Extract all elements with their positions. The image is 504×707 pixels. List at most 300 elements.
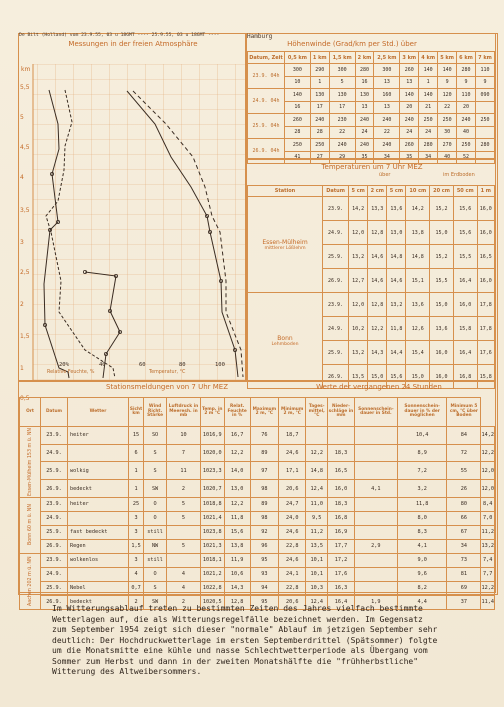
wind-direction-cell: 130 [329, 89, 355, 102]
soil-station-name: Bonn [277, 334, 293, 342]
wind-speed-cell: 21 [419, 101, 438, 114]
report-value-cell: 9,5 [306, 511, 328, 525]
report-value-cell: still [144, 553, 167, 567]
soil-value-cell: 26.9. [323, 269, 349, 293]
report-value-cell: 4,1 [354, 480, 397, 498]
report-value-cell: 14,0 [224, 462, 250, 480]
soil-value-cell: 16,0 [453, 293, 477, 317]
wind-speed-cell: 13 [400, 76, 419, 89]
station-note: De Bilt (Holland) vom 23.9.55, 03 u 18GMT ---- 25.9.55, 03 u 18GMT ---- [19, 33, 220, 38]
svg-text:20%: 20% [59, 362, 69, 368]
soil-col-header: 5 cm [349, 186, 368, 197]
soil-value-cell: 23.9. [323, 293, 349, 317]
soil-value-cell: 15,6 [387, 365, 406, 389]
km-tick-label: 2,5 [20, 269, 30, 276]
report-value-cell: O [144, 497, 167, 511]
wind-speed-cell: 17 [310, 101, 329, 114]
report-value-cell: 11,8 [224, 511, 250, 525]
report-value-cell: heiter [68, 497, 129, 511]
wind-direction-cell: 300 [285, 64, 311, 77]
report-value-cell: 24.9. [41, 567, 68, 581]
report-value-cell: 66 [447, 511, 481, 525]
report-value-cell: 8,0 [397, 511, 447, 525]
soil-title: Temperaturen um 7 Uhr MEZ [321, 163, 423, 171]
report-value-cell: 4,4 [397, 595, 447, 609]
wind-col-header: 5 km [438, 52, 457, 64]
wind-date-cell: 26.9. 04h [248, 139, 285, 164]
report-value-cell [354, 581, 397, 595]
soil-value-cell: 14,3 [368, 341, 387, 365]
report-value-cell: 89 [250, 497, 278, 511]
report-col-header: Sicht km [129, 398, 144, 427]
report-value-cell [354, 567, 397, 581]
report-value-cell: 1,9 [354, 595, 397, 609]
wind-col-header: 1 km [310, 52, 329, 64]
report-value-cell: 98 [250, 480, 278, 498]
wind-speed-cell: 22 [374, 126, 400, 139]
report-col-header: Wetter [68, 398, 129, 427]
report-value-cell: 1021,3 [200, 539, 224, 553]
km-tick-label: 0,5 [20, 395, 30, 402]
wind-direction-cell: 110 [475, 64, 494, 77]
report-value-cell: 81 [447, 567, 481, 581]
report-value-cell: 25.9. [41, 462, 68, 480]
report-place-label: Bonn 60 m ü. NN [27, 504, 33, 546]
report-value-cell: 3 [129, 511, 144, 525]
report-value-cell: 69 [447, 581, 481, 595]
report-value-cell: 7 [167, 444, 201, 462]
wind-direction-cell: 140 [419, 89, 438, 102]
winds-pane [246, 33, 496, 159]
wind-direction-cell: 130 [310, 89, 329, 102]
wind-direction-cell: 090 [475, 89, 494, 102]
soil-value-cell: 14,2 [349, 197, 368, 221]
report-value-cell: 7,7 [481, 567, 495, 581]
report-value-cell: 20,6 [279, 595, 306, 609]
soil-value-cell: 16,4 [453, 341, 477, 365]
report-value-cell: 1023,8 [200, 525, 224, 539]
wind-speed-cell: 10 [285, 76, 311, 89]
wind-direction-cell: 300 [374, 64, 400, 77]
report-value-cell: S [144, 444, 167, 462]
winds-title: Höhenwinde (Grad/km per Std.) über [287, 40, 417, 48]
wind-speed-cell: 5 [329, 76, 355, 89]
wind-speed-cell: 27 [310, 151, 329, 164]
km-tick-label: 5 [20, 114, 24, 121]
soil-value-cell: 16,0 [477, 197, 494, 221]
report-value-cell: fast bedeckt [68, 525, 129, 539]
soil-value-cell: 13,2 [349, 341, 368, 365]
wind-direction-cell: 280 [475, 139, 494, 152]
soil-station-cell [248, 197, 323, 293]
wind-speed-cell: 22 [438, 101, 457, 114]
report-value-cell: 5 [167, 539, 201, 553]
report-value-cell: S [144, 581, 167, 595]
wind-direction-cell: 280 [419, 139, 438, 152]
soil-value-cell: 12,0 [349, 221, 368, 245]
wind-direction-cell: 110 [457, 89, 476, 102]
report-col-header: Luftdruck in Meeresh. in mb [167, 398, 201, 427]
report-col-header: Relat. Feuchte in % [224, 398, 250, 427]
soil-value-cell: 24.9. [323, 221, 349, 245]
wind-direction-cell: 140 [400, 89, 419, 102]
soil-value-cell: 15,4 [406, 341, 430, 365]
km-tick-label: 1,5 [20, 333, 30, 340]
soil-value-cell: 12,7 [349, 269, 368, 293]
report-value-cell: O [144, 567, 167, 581]
report-value-cell: O [144, 511, 167, 525]
wind-direction-cell: 250 [285, 139, 311, 152]
soil-col-header: Station [248, 186, 323, 197]
report-value-cell: 7,2 [397, 462, 447, 480]
wind-speed-cell: 9 [475, 76, 494, 89]
report-value-cell: 18,7 [279, 427, 306, 445]
report-value-cell: 24.9. [41, 511, 68, 525]
soil-value-cell: 15,2 [430, 197, 454, 221]
report-value-cell: wolkig [68, 462, 129, 480]
report-value-cell: 23.9. [41, 553, 68, 567]
wind-speed-cell: 40 [438, 151, 457, 164]
report-value-cell: 11 [167, 462, 201, 480]
report-value-cell [68, 567, 129, 581]
report-value-cell: 16,8 [328, 511, 355, 525]
report-value-cell: SW [144, 595, 167, 609]
soil-col-header: Datum [323, 186, 349, 197]
report-value-cell: 94 [250, 581, 278, 595]
report-value-cell: bedeckt [68, 480, 129, 498]
soil-value-cell: 13,0 [387, 221, 406, 245]
wind-col-header: Datum, Zeit [248, 52, 285, 64]
wind-direction-cell: 250 [438, 114, 457, 127]
wind-speed-cell: 1 [310, 76, 329, 89]
soil-value-cell: 15,0 [430, 293, 454, 317]
report-value-cell: 92 [250, 525, 278, 539]
wind-direction-cell: 130 [355, 89, 374, 102]
report-value-cell: 12,2 [306, 444, 328, 462]
wind-col-header: 1,5 km [329, 52, 355, 64]
wind-date-cell: 24.9. 04h [248, 89, 285, 114]
report-value-cell: 95 [250, 595, 278, 609]
report-value-cell: 12,0 [481, 480, 495, 498]
soil-station-name: Essen-Mülheim [262, 238, 308, 246]
wind-direction-cell: 280 [457, 64, 476, 77]
soil-value-cell: 12,6 [406, 317, 430, 341]
report-value-cell: 2 [167, 480, 201, 498]
soil-col-header: 50 cm [453, 186, 477, 197]
soil-value-cell: 16,0 [430, 365, 454, 389]
report-value-cell: 12,4 [306, 480, 328, 498]
report-value-cell: 24,1 [279, 567, 306, 581]
report-value-cell: S [144, 462, 167, 480]
report-value-cell: 10,4 [397, 427, 447, 445]
report-value-cell: 89 [250, 444, 278, 462]
soil-pane [246, 159, 496, 381]
report-value-cell: 11,9 [224, 553, 250, 567]
km-tick-label: 4,5 [20, 144, 30, 151]
wind-speed-cell: 52 [457, 151, 476, 164]
soil-value-cell: 15,8 [453, 317, 477, 341]
km-tick-label: 3 [20, 239, 24, 246]
report-value-cell: 13,8 [224, 539, 250, 553]
soil-value-cell: 16,4 [453, 269, 477, 293]
report-value-cell: 24,0 [279, 511, 306, 525]
soil-value-cell: 23.9. [323, 197, 349, 221]
report-value-cell: 15,6 [224, 525, 250, 539]
soil-value-cell: 25.9. [323, 245, 349, 269]
report-value-cell [68, 511, 129, 525]
report-value-cell: NW [144, 539, 167, 553]
report-value-cell: 37 [447, 595, 481, 609]
wind-speed-cell: 28 [285, 126, 311, 139]
report-value-cell: 3,2 [397, 480, 447, 498]
atmosphere-title: Messungen in der freien Atmosphäre [68, 40, 198, 48]
report-value-cell: 8,3 [397, 525, 447, 539]
wind-speed-cell: 9 [457, 76, 476, 89]
soil-value-cell: 13,2 [387, 293, 406, 317]
soil-col-header: 10 cm [406, 186, 430, 197]
soil-value-cell: 14,4 [387, 341, 406, 365]
report-value-cell: 4,1 [397, 539, 447, 553]
report-value-cell: 8,2 [397, 581, 447, 595]
soil-value-cell: 10,2 [349, 317, 368, 341]
report-value-cell [306, 427, 328, 445]
report-value-cell: Regen [68, 539, 129, 553]
wind-direction-cell: 160 [374, 89, 400, 102]
soil-value-cell: 14,8 [406, 245, 430, 269]
wind-direction-cell: 240 [310, 114, 329, 127]
soil-value-cell: 15,0 [368, 365, 387, 389]
wind-date-cell: 25.9. 04h [248, 114, 285, 139]
report-value-cell: 1 [129, 480, 144, 498]
report-value-cell: 12,2 [481, 581, 495, 595]
soil-value-cell: 15,6 [453, 221, 477, 245]
km-tick-label: 4 [20, 174, 24, 181]
report-value-cell: 10,6 [224, 567, 250, 581]
past24-title: Werte der vergangenen 24 Stunden [316, 383, 442, 391]
wind-speed-cell: 9 [438, 76, 457, 89]
wind-speed-cell: 1 [419, 76, 438, 89]
wind-direction-cell: 250 [475, 114, 494, 127]
report-value-cell: 24,6 [279, 525, 306, 539]
report-value-cell [167, 553, 201, 567]
wind-direction-cell: 140 [438, 64, 457, 77]
km-tick-label: 2 [20, 301, 24, 308]
report-value-cell [68, 444, 129, 462]
report-value-cell: 4 [167, 581, 201, 595]
report-value-cell: 6 [129, 444, 144, 462]
wind-direction-cell: 260 [400, 64, 419, 77]
report-col-header: Sonnenschein-dauer in % der möglichen [397, 398, 447, 427]
report-value-cell: 4 [129, 567, 144, 581]
report-value-cell: 26 [447, 480, 481, 498]
report-value-cell: 1020,0 [200, 444, 224, 462]
report-col-header: Nieder-schläge in mm [328, 398, 355, 427]
soil-station-cell [248, 293, 323, 389]
svg-text:km: km [21, 66, 31, 73]
soil-value-cell: 26.9. [323, 365, 349, 389]
report-value-cell: 1018,1 [200, 553, 224, 567]
soil-value-cell: 15,0 [430, 221, 454, 245]
soil-col-header: 1 m [477, 186, 494, 197]
report-value-cell: 96 [250, 539, 278, 553]
report-place-label: Essen-Mülheim 153 m ü. NN [27, 428, 33, 496]
report-place-cell [20, 497, 41, 553]
soil-value-cell: 14,6 [387, 269, 406, 293]
report-col-header: Ort [20, 398, 41, 427]
soil-col-header: 2 cm [368, 186, 387, 197]
wind-speed-cell: 35 [355, 151, 374, 164]
report-value-cell: 93 [250, 567, 278, 581]
svg-text:100: 100 [215, 362, 225, 368]
soil-value-cell: 24.9. [323, 317, 349, 341]
report-value-cell: 24,6 [279, 444, 306, 462]
report-value-cell: 2 [167, 595, 201, 609]
wind-col-header: 2 km [355, 52, 374, 64]
report-value-cell: 1,5 [129, 539, 144, 553]
svg-text:40: 40 [99, 362, 106, 368]
wind-col-header: 4 km [419, 52, 438, 64]
report-value-cell: 7,0 [481, 511, 495, 525]
report-value-cell: 10,1 [306, 567, 328, 581]
report-value-cell: 25.9. [41, 525, 68, 539]
km-tick-label: 1 [20, 365, 24, 372]
report-value-cell: wolkenlos [68, 553, 129, 567]
wind-direction-cell: 240 [457, 114, 476, 127]
report-value-cell: still [144, 525, 167, 539]
wind-speed-cell: 13 [374, 101, 400, 114]
wind-direction-cell: 250 [457, 139, 476, 152]
axis-title-left: Relative Feuchte, % [47, 370, 95, 375]
soil-value-cell: 25.9. [323, 341, 349, 365]
soil-value-cell: 16,0 [477, 221, 494, 245]
wind-col-header: 6 km [457, 52, 476, 64]
report-value-cell: 16,7 [224, 427, 250, 445]
soil-value-cell: 14,8 [387, 245, 406, 269]
report-value-cell: 11,8 [397, 497, 447, 511]
wind-speed-cell: 28 [310, 126, 329, 139]
soil-value-cell: 13,8 [406, 221, 430, 245]
report-value-cell: 20,6 [279, 480, 306, 498]
soil-value-cell: 15,8 [477, 365, 494, 389]
reports-table [19, 397, 495, 610]
wind-col-header: 7 km [475, 52, 494, 64]
wind-col-header: 2,5 km [374, 52, 400, 64]
report-value-cell: 12,2 [224, 497, 250, 511]
report-col-header: Maximum 2 m, °C [250, 398, 278, 427]
footer-paragraph: Im Witterungsablauf treten zu bestimmten Zeiten des Jahres vielfach bestimmte Wetterlagen auf, die als Witterungsregelfälle bezeichnet werden. Im Gegensatz zum September 1954 zeigt sich dieser "normale" Ablauf im jetzigen September sehr deutlich: Der Hochdruckwetterlage im ersten Septemberdrittel (Spätsommer) folgte um die Monatsmitte eine kühle und nasse Schlechtwetterperiode als Übergang vom Sommer zum Herbst und dann in der zweiten Monatshälfte die "frühherbstliche" Witterung des Altweibersommers. [52, 604, 438, 676]
soil-value-cell: 14,6 [368, 269, 387, 293]
report-value-cell: 23.9. [41, 427, 68, 445]
report-value-cell: 55 [447, 462, 481, 480]
report-value-cell: 8,4 [481, 497, 495, 511]
wind-direction-cell: 280 [355, 64, 374, 77]
wind-speed-cell: 13 [355, 101, 374, 114]
soil-table [247, 185, 495, 389]
report-value-cell: 15 [129, 427, 144, 445]
report-value-cell: 1021,4 [200, 511, 224, 525]
wind-direction-cell: 260 [285, 114, 311, 127]
soil-value-cell: 15,6 [453, 197, 477, 221]
report-value-cell: 11,2 [306, 525, 328, 539]
report-value-cell: 17,6 [328, 567, 355, 581]
wind-direction-cell: 240 [400, 114, 419, 127]
soil-value-cell: 17,8 [477, 317, 494, 341]
soil-value-cell: 12,8 [368, 221, 387, 245]
report-value-cell: 16,9 [328, 525, 355, 539]
report-value-cell [354, 553, 397, 567]
report-value-cell: 14,3 [224, 581, 250, 595]
report-value-cell: 11,0 [306, 497, 328, 511]
report-col-header: Minimum 2 m, °C [279, 398, 306, 427]
wind-speed-cell: 20 [400, 101, 419, 114]
report-value-cell: 3 [129, 553, 144, 567]
soil-value-cell: 12,2 [368, 317, 387, 341]
report-value-cell: 25.9. [41, 581, 68, 595]
wind-direction-cell: 260 [400, 139, 419, 152]
report-value-cell: 1016,9 [200, 427, 224, 445]
axis-title-right: Temperatur, °C [149, 370, 186, 375]
report-value-cell [354, 462, 397, 480]
report-value-cell: 22,8 [279, 539, 306, 553]
report-place-cell [20, 427, 41, 498]
soil-station-sub: mittlerer Lößlehm [264, 245, 306, 251]
report-value-cell: SO [144, 427, 167, 445]
report-value-cell: 17,7 [328, 539, 355, 553]
reports-pane [18, 381, 496, 607]
report-value-cell: 7,4 [481, 553, 495, 567]
report-value-cell [354, 511, 397, 525]
report-value-cell: 22,8 [279, 581, 306, 595]
wind-speed-cell: 22 [329, 126, 355, 139]
report-value-cell: 13,5 [306, 539, 328, 553]
soil-value-cell: 15,0 [406, 365, 430, 389]
soil-value-cell: 15,1 [406, 269, 430, 293]
reports-title: Stationsmeldungen von 7 Uhr MEZ [105, 383, 229, 391]
soil-value-cell: 13,6 [406, 293, 430, 317]
report-col-header: Datum [41, 398, 68, 427]
soil-value-cell: 15,2 [430, 245, 454, 269]
report-value-cell: 80 [447, 497, 481, 511]
report-value-cell: 1 [129, 462, 144, 480]
report-value-cell: 8,9 [397, 444, 447, 462]
report-value-cell [354, 444, 397, 462]
svg-text:60: 60 [139, 362, 146, 368]
wind-direction-cell: 300 [329, 64, 355, 77]
wind-direction-cell: 290 [310, 64, 329, 77]
soil-value-cell: 13,2 [349, 245, 368, 269]
report-value-cell: 16,5 [328, 462, 355, 480]
wind-speed-cell: 34 [419, 151, 438, 164]
wind-direction-cell: 240 [374, 139, 400, 152]
wind-direction-cell: 230 [329, 114, 355, 127]
soil-value-cell: 13,5 [349, 365, 368, 389]
wind-speed-cell: 20 [457, 101, 476, 114]
wind-speed-cell: 17 [329, 101, 355, 114]
report-value-cell: 5 [167, 497, 201, 511]
wind-col-header: 3 km [400, 52, 419, 64]
report-value-cell: 24,7 [279, 497, 306, 511]
wind-direction-cell: 250 [419, 114, 438, 127]
wind-direction-cell: 240 [374, 114, 400, 127]
report-value-cell: 24,6 [279, 553, 306, 567]
report-value-cell: 14,2 [481, 427, 495, 445]
report-value-cell: 34 [447, 539, 481, 553]
report-value-cell: 9,0 [397, 553, 447, 567]
wind-col-header: 0,5 km [285, 52, 311, 64]
report-value-cell: 26.9. [41, 539, 68, 553]
wind-direction-cell: 120 [438, 89, 457, 102]
soil-value-cell: 15,5 [453, 245, 477, 269]
